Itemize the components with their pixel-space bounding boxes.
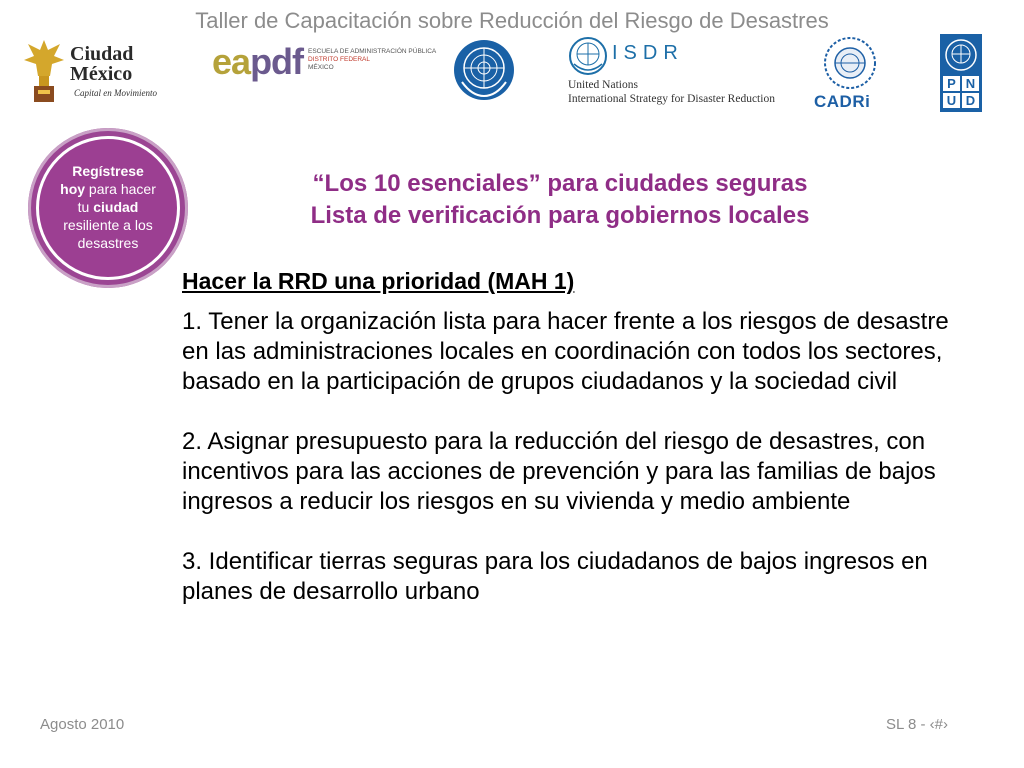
angel-independencia-icon	[20, 36, 68, 104]
cdmx-logo-line2: México	[70, 63, 133, 85]
badge-line3-pre: tu	[77, 199, 94, 215]
pnud-letter-d: D	[962, 93, 979, 108]
isdr-line1: United Nations	[568, 79, 638, 91]
cdmx-logo	[18, 36, 158, 106]
un-emblem-icon	[452, 38, 516, 102]
badge-line1: Regístrese	[72, 163, 144, 179]
list-item: 1. Tener la organización lista para hacer frente a los riesgos de desastre en las administraciones locales en coordinación con todos los sectores, basado en la participación de grupos ciudadanos y la sociedad civil	[182, 308, 949, 395]
badge-line2-bold: hoy	[60, 181, 86, 197]
cadri-logo	[810, 36, 890, 110]
register-badge-text	[46, 162, 170, 252]
un-globe-icon	[943, 37, 979, 73]
badge-line3-bold: ciudad	[93, 199, 139, 215]
eapdf-letter-e: e	[212, 41, 232, 82]
slide-title-line2: Lista de verificación para gobiernos locales	[310, 202, 810, 229]
pnud-letter-n: N	[962, 76, 979, 91]
eapdf-wordmark	[212, 42, 303, 82]
cdmx-logo-line1: Ciudad	[70, 43, 134, 65]
eapdf-line1: ESCUELA DE ADMINISTRACIÓN PÚBLICA	[308, 48, 437, 55]
pnud-logo	[940, 34, 982, 112]
isdr-line2: International Strategy for Disaster Reduction	[568, 93, 775, 105]
section-heading: Hacer la RRD una prioridad (MAH 1)	[182, 268, 575, 294]
pnud-letter-p: P	[943, 76, 960, 91]
eapdf-letters-pdf: pdf	[250, 41, 304, 82]
badge-line4: resiliente a los	[63, 217, 153, 233]
eapdf-line2: DISTRITO FEDERAL	[308, 56, 371, 63]
presentation-header-title: Taller de Capacitación sobre Reducción del Riesgo de Desastres	[195, 8, 829, 33]
footer-date: Agosto 2010	[40, 716, 125, 733]
pnud-letter-u: U	[943, 93, 960, 108]
slide-title-line1: “Los 10 esenciales” para ciudades seguras	[312, 170, 808, 197]
cdmx-logo-tagline: Capital en Movimiento	[74, 88, 157, 98]
badge-line2-rest: para hacer	[85, 181, 156, 197]
slide-title	[200, 168, 920, 232]
essentials-list	[182, 307, 982, 637]
list-item: 3. Identificar tierras seguras para los ciudadanos de bajos ingresos en planes de desarrollo urbano	[182, 548, 928, 605]
isdr-subtitle	[568, 78, 775, 106]
badge-line5: desastres	[77, 235, 139, 251]
cadri-emblem-icon	[822, 36, 878, 90]
eapdf-logo	[210, 41, 437, 86]
isdr-globe-icon	[568, 36, 608, 76]
isdr-wordmark: ISDR	[612, 42, 684, 64]
cadri-wordmark: CADRi	[814, 92, 871, 111]
list-item: 2. Asignar presupuesto para la reducción del riesgo de desastres, con incentivos para las acciones de prevención y para las familias de bajos ingresos a reducir los riesgos en su vivienda y medio ambiente	[182, 428, 936, 515]
eapdf-letter-a: a	[231, 41, 251, 82]
pnud-letter-grid	[943, 76, 979, 108]
footer-slide-number: SL 8 - ‹#›	[886, 716, 948, 733]
eapdf-line3: MÉXICO	[308, 64, 334, 71]
register-badge	[28, 128, 188, 288]
